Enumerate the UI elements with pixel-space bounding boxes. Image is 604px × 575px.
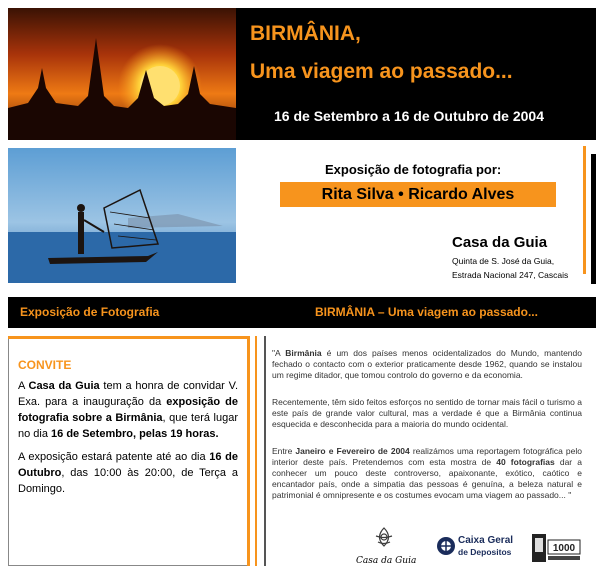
description-paragraph-2: Recentemente, têm sido feitos esforços no sentido de tornar mais fácil o turismo a este país de grande valor cultural, mas a verdade é que a Birmânia continua esquecida e desconhecida para a maioria do mundo ocidental. [272,397,582,429]
description-paragraph-1: "A Birmânia é um dos países menos ocidentalizados do Mundo, mantendo fechado o contacto com o exterior praticamente desde 1962, quando se instalou um regime ditador, que tomou controlo do governo e da economia. [272,348,582,380]
title-line-2: Uma viagem ao passado... [250,60,513,83]
exhibition-dates: 16 de Setembro a 16 de Outubro de 2004 [274,108,544,124]
cgd-logo-icon [436,536,456,556]
casa-da-guia-logo-text: Casa da Guia [356,556,417,566]
invitation-paragraph-2: A exposição estará patente até ao dia 16 de Outubro, das 10:00 às 20:00, de Terça a Domingo. [18,451,238,495]
banner-left-label: Exposição de Fotografia [20,305,160,319]
invitation-top-bar [8,336,250,339]
mil-imagens-logo [530,530,582,566]
cgd-logo-line-2: de Depositos [458,547,512,557]
invitation-side-bar [247,336,250,566]
authors-names: Rita Silva • Ricardo Alves [321,186,515,203]
accent-bar-orange [583,146,586,274]
temples-sunset-photo [8,8,236,140]
exhibition-by-label: Exposição de fotografia por: [325,162,502,177]
invitation-heading: CONVITE [18,358,72,372]
fisherman-lake-photo [8,148,236,283]
venue-name: Casa da Guia [452,234,548,251]
separator-dark [264,336,266,566]
description-paragraph-3: Entre Janeiro e Fevereiro de 2004 realizámos uma reportagem fotográfica pelo interior deste país. Pretendemos com esta mostra de 40 fotografias dar a conhecer um pouco deste controverso, apaixonante, exótico, caótico e encantador país, onde a simpatia das pessoas é genuína, a beleza natural e patrimonial é omnipresente e os costumes evocam uma viagem ao passado... " [272,446,582,500]
title-line-1: BIRMÂNIA, [250,22,361,45]
venue-address-line-1: Quinta de S. José da Guia, [452,256,555,266]
separator-orange [255,336,257,566]
invitation-paragraph-1: A Casa da Guia tem a honra de convidar V. Exa. para a inauguração da exposição de fotografia sobre a Birmânia, que terá lugar no dia 16 de Setembro, pelas 19 horas. [18,380,238,440]
banner-right-label: BIRMÂNIA – Uma viagem ao passado... [315,305,538,319]
venue-address-line-2: Estrada Nacional 247, Cascais [452,270,569,280]
cgd-logo-line-1: Caixa Geral [458,535,514,546]
accent-bar-black [591,154,596,284]
mil-imagens-logo-text: 1000 [552,543,576,554]
